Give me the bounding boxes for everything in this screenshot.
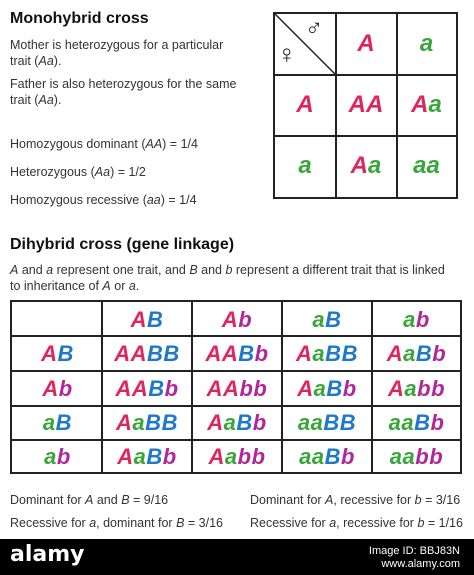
allele-label: A: [102, 279, 111, 293]
dihybrid-punnett-square: [10, 300, 462, 474]
allele-label: a: [46, 263, 54, 277]
allele-label: B: [176, 516, 185, 530]
allele-recessive-b: b: [432, 340, 447, 366]
allele-dominant-b: B: [161, 410, 178, 435]
allele-label: A: [325, 493, 334, 507]
allele-dominant-b: B: [147, 306, 164, 332]
result-recessive-a-dominant-b: [10, 515, 223, 531]
monohybrid-title: Monohybrid cross: [10, 10, 149, 27]
text-part: represent one trait, and: [53, 263, 190, 277]
allele-dominant-a: A: [208, 443, 225, 469]
di-offspring-cell: [103, 441, 191, 472]
allele-dominant-a: A: [116, 410, 133, 435]
allele-recessive-b: b: [251, 443, 266, 469]
text-part: .: [135, 279, 140, 293]
allele-recessive-b: b: [429, 443, 444, 469]
allele-recessive-b: b: [430, 410, 445, 435]
mother-description: [10, 37, 223, 69]
text-part: , recessive for: [333, 493, 415, 507]
allele-dominant-a: A: [297, 375, 314, 401]
allele-recessive-a: a: [403, 306, 416, 332]
allele-recessive-b: b: [58, 375, 73, 401]
text-part: and: [93, 493, 122, 507]
allele-recessive-a: a: [426, 151, 440, 179]
text-part: ) = 1/2: [110, 165, 146, 179]
dihybrid-description-line-1: [10, 262, 445, 278]
allele-label: a: [89, 516, 97, 530]
text-part: , recessive for: [336, 516, 418, 530]
father-description: [10, 76, 237, 108]
di-offspring-cell: [193, 372, 281, 405]
di-col-header: [193, 304, 281, 335]
allele-recessive-b: b: [162, 443, 177, 469]
mono-offspring-cell: [397, 75, 456, 135]
text-part: = 3/16: [421, 493, 461, 507]
allele-dominant-a: A: [41, 340, 58, 366]
allele-recessive-a: a: [401, 410, 415, 435]
di-offspring-cell: [193, 407, 281, 439]
genotype-text: AA: [145, 137, 163, 151]
allele-label: a: [128, 279, 136, 293]
allele-recessive-b: b: [237, 443, 252, 469]
allele-dominant-a: A: [366, 91, 384, 118]
text-part: Homozygous recessive (: [10, 193, 147, 207]
mono-offspring-cell: [336, 136, 396, 195]
allele-label: b: [414, 493, 422, 507]
allele-recessive-a: a: [312, 306, 326, 332]
allele-recessive-a: a: [310, 410, 324, 435]
allele-label: b: [417, 516, 425, 530]
allele-recessive-b: b: [164, 375, 179, 401]
allele-dominant-b: B: [238, 340, 255, 366]
allele-recessive-a: a: [402, 443, 416, 469]
allele-recessive-a: a: [133, 443, 147, 469]
allele-dominant-a: A: [130, 340, 147, 366]
genotype-text: Aa: [38, 54, 54, 68]
allele-dominant-a: A: [221, 340, 239, 366]
allele-label: B: [121, 493, 130, 507]
genotype-text: Aa: [38, 93, 54, 107]
text-part: Heterozygous (: [10, 165, 95, 179]
di-offspring-cell: [373, 407, 460, 439]
text-part: = 1/16: [424, 516, 463, 530]
allele-recessive-b: b: [252, 410, 267, 435]
text-part: Recessive for: [250, 516, 330, 530]
allele-dominant-a: A: [117, 443, 134, 469]
male-symbol-icon: ♂: [305, 15, 323, 42]
allele-recessive-a: a: [367, 151, 382, 179]
di-offspring-cell: [373, 372, 460, 405]
allele-dominant-a: A: [130, 306, 147, 332]
allele-dominant-b: B: [145, 410, 162, 435]
dihybrid-title: Dihybrid cross (gene linkage): [10, 236, 235, 253]
homozygous-recessive-ratio: [10, 192, 197, 208]
allele-recessive-a: a: [313, 375, 327, 401]
allele-recessive-b: b: [254, 340, 269, 366]
allele-label: a: [329, 516, 337, 530]
text-part: ).: [53, 54, 62, 68]
allele-dominant-a: A: [115, 375, 132, 401]
text-part: and: [18, 263, 47, 277]
text-part: trait (: [10, 54, 39, 68]
di-offspring-cell: [193, 337, 281, 370]
allele-recessive-a: a: [419, 30, 434, 57]
allele-dominant-b: B: [57, 340, 74, 366]
mono-row-header: [275, 136, 335, 195]
allele-dominant-a: A: [221, 306, 239, 332]
allele-recessive-a: a: [404, 375, 418, 401]
allele-dominant-a: A: [296, 340, 313, 366]
allele-dominant-a: A: [42, 375, 59, 401]
allele-recessive-a: a: [297, 410, 311, 435]
mono-offspring-cell: [336, 75, 396, 135]
image-url-line: www.alamy.com: [381, 558, 460, 570]
allele-dominant-a: A: [114, 340, 131, 366]
allele-recessive-a: a: [388, 410, 402, 435]
allele-recessive-b: b: [415, 443, 430, 469]
text-part: Dominant for: [10, 493, 86, 507]
allele-dominant-a: A: [296, 91, 314, 118]
genotype-text: Aa: [94, 165, 111, 179]
text-part: trait (: [10, 93, 39, 107]
text-part: Dominant for: [250, 493, 326, 507]
mono-col-header: [397, 14, 456, 74]
dihybrid-description-line-2: [10, 278, 139, 294]
allele-dominant-b: B: [415, 340, 433, 366]
text-part: or: [110, 279, 129, 293]
di-offspring-cell: [283, 337, 371, 370]
di-offspring-cell: [103, 407, 191, 439]
result-dominant-a-b: [10, 492, 168, 508]
allele-dominant-b: B: [325, 340, 342, 366]
allele-dominant-a: A: [387, 375, 405, 401]
allele-recessive-a: a: [223, 410, 237, 435]
allele-recessive-a: a: [298, 151, 312, 179]
allele-dominant-a: A: [386, 340, 404, 366]
allele-recessive-b: b: [239, 375, 254, 401]
monohybrid-punnett-square: [273, 12, 458, 199]
allele-recessive-a: a: [44, 443, 57, 469]
allele-dominant-b: B: [414, 410, 431, 435]
result-recessive-a-recessive-b: [250, 515, 463, 531]
allele-recessive-a: a: [299, 443, 312, 469]
alamy-logo: alamy: [10, 542, 85, 567]
allele-dominant-a: A: [350, 151, 368, 179]
mother-line-1: Mother is heterozygous for a particular: [10, 38, 224, 52]
allele-recessive-a: a: [132, 410, 146, 435]
homozygous-dominant-ratio: [10, 136, 198, 152]
allele-recessive-b: b: [417, 375, 432, 401]
allele-label: A: [85, 493, 94, 507]
image-id-line: Image ID: BBJ83N: [368, 545, 460, 557]
allele-dominant-b: B: [55, 410, 73, 435]
allele-recessive-b: b: [431, 375, 446, 401]
female-symbol-icon: ♀: [277, 39, 297, 69]
image-id: [369, 545, 460, 571]
allele-recessive-b: b: [342, 375, 357, 401]
allele-recessive-b: b: [415, 306, 430, 332]
allele-dominant-b: B: [339, 410, 357, 435]
allele-label: A: [10, 263, 19, 277]
di-row-header: [14, 372, 101, 405]
allele-dominant-b: B: [148, 375, 165, 401]
allele-recessive-a: a: [413, 151, 427, 179]
allele-recessive-a: a: [389, 443, 403, 469]
text-part: Homozygous dominant (: [10, 137, 146, 151]
allele-recessive-a: a: [428, 91, 442, 118]
allele-dominant-a: A: [348, 91, 366, 118]
text-part: = 3/16: [184, 516, 223, 530]
text-part: ) = 1/4: [162, 137, 198, 151]
father-line-2: [10, 92, 237, 108]
allele-recessive-b: b: [238, 306, 253, 332]
di-offspring-cell: [373, 337, 460, 370]
allele-dominant-b: B: [324, 443, 341, 469]
allele-recessive-b: b: [56, 443, 71, 469]
allele-dominant-b: B: [146, 443, 163, 469]
di-offspring-cell: [283, 372, 371, 405]
watermark-bar: [0, 539, 474, 575]
allele-dominant-a: A: [206, 375, 224, 401]
di-offspring-cell: [193, 441, 281, 472]
di-col-header: [103, 304, 191, 335]
allele-recessive-b: b: [253, 375, 268, 401]
allele-dominant-b: B: [325, 306, 342, 332]
heterozygous-ratio: [10, 164, 146, 180]
di-offspring-cell: [283, 441, 371, 472]
di-row-header: [14, 441, 101, 472]
allele-dominant-b: B: [323, 410, 340, 435]
result-dominant-a-recessive-b: [250, 492, 460, 508]
text-part: and: [197, 263, 226, 277]
allele-dominant-a: A: [205, 340, 222, 366]
allele-dominant-b: B: [236, 410, 253, 435]
mother-line-2: [10, 53, 223, 69]
allele-recessive-a: a: [42, 410, 56, 435]
di-row-header: [14, 407, 101, 439]
di-offspring-cell: [373, 441, 460, 472]
di-col-header: [373, 304, 460, 335]
mono-row-header: [275, 75, 335, 135]
di-offspring-cell: [103, 337, 191, 370]
text-part: , dominant for: [96, 516, 177, 530]
text-part: ).: [53, 93, 62, 107]
mono-col-header: [336, 14, 396, 74]
allele-dominant-a: A: [131, 375, 149, 401]
allele-dominant-a: A: [411, 91, 429, 118]
allele-dominant-b: B: [341, 340, 358, 366]
allele-label: b: [225, 263, 233, 277]
allele-dominant-a: A: [223, 375, 240, 401]
di-col-header: [283, 304, 371, 335]
allele-recessive-a: a: [224, 443, 238, 469]
text-part: represent a different trait that is linked: [232, 263, 445, 277]
text-part: to inheritance of: [10, 279, 103, 293]
father-line-1: Father is also heterozygous for the same: [10, 77, 237, 91]
di-row-header: [14, 337, 101, 370]
text-part: = 9/16: [129, 493, 169, 507]
allele-dominant-b: B: [163, 340, 180, 366]
di-offspring-cell: [283, 407, 371, 439]
allele-dominant-b: B: [147, 340, 164, 366]
mono-offspring-cell: [397, 136, 456, 195]
text-part: ) = 1/4: [160, 193, 197, 207]
allele-dominant-a: A: [357, 30, 375, 57]
allele-label: B: [189, 263, 198, 277]
allele-recessive-a: a: [312, 340, 326, 366]
genotype-text: aa: [146, 193, 161, 207]
allele-dominant-a: A: [207, 410, 224, 435]
allele-dominant-b: B: [326, 375, 343, 401]
allele-recessive-a: a: [403, 340, 416, 366]
di-offspring-cell: [103, 372, 191, 405]
text-part: Recessive for: [10, 516, 90, 530]
allele-recessive-b: b: [340, 443, 355, 469]
allele-recessive-a: a: [311, 443, 325, 469]
